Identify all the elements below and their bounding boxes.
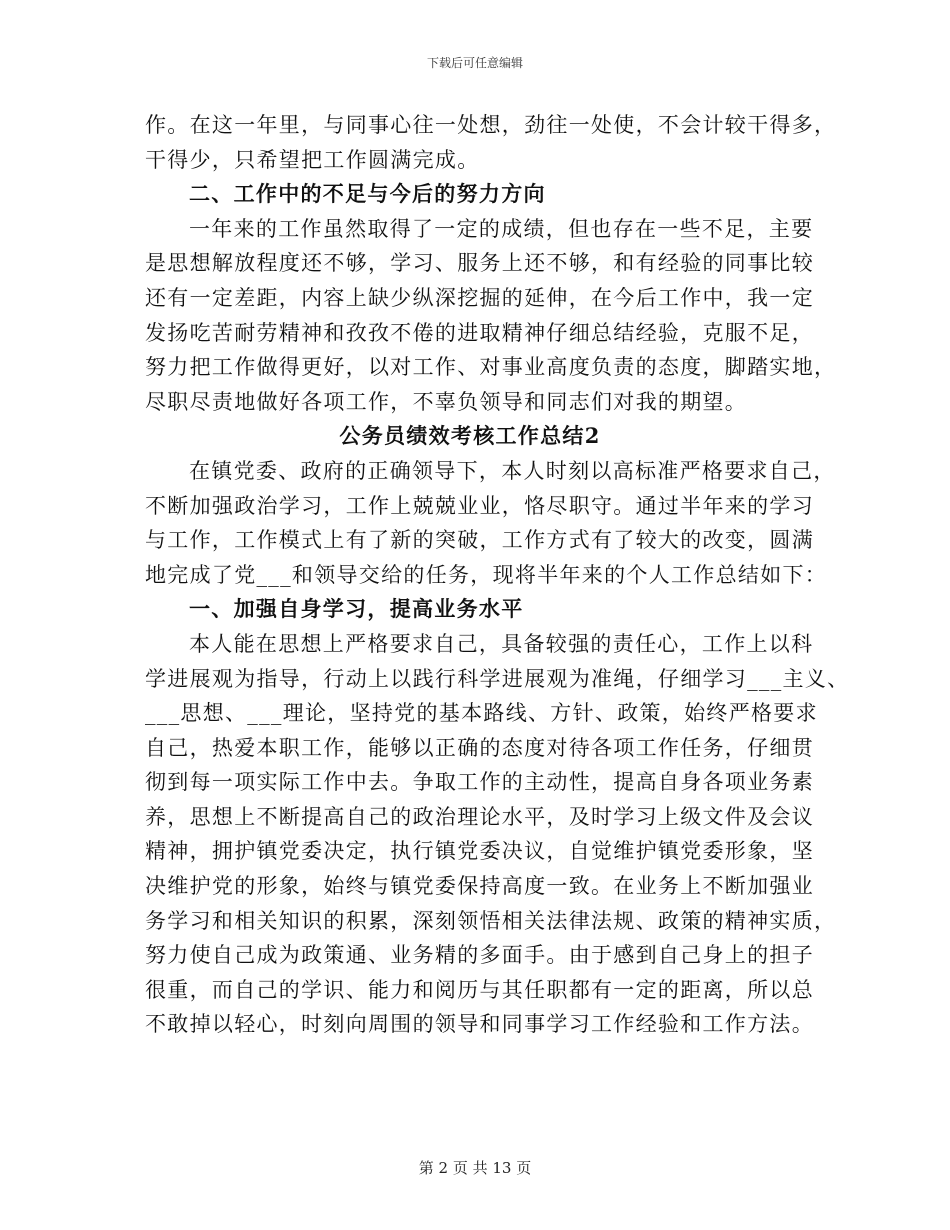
section-heading: 二、工作中的不足与今后的努力方向 <box>189 181 546 207</box>
paragraph-line: 不敢掉以轻心，时刻向周围的领导和同事学习工作经验和工作方法。 <box>145 1012 814 1037</box>
paragraph-line: 尽职尽责地做好各项工作，不辜负领导和同志们对我的期望。 <box>145 389 748 414</box>
paragraph-line: 努力把工作做得更好，以对工作、对事业高度负责的态度，脚踏实地， <box>145 355 837 380</box>
page-footer: 第 2 页 共 13 页 <box>418 1159 532 1177</box>
paragraph-line: 很重，而自己的学识、能力和阅历与其任职都有一定的距离，所以总 <box>145 977 814 1002</box>
paragraph-line: 一年来的工作虽然取得了一定的成绩，但也存在一些不足，主要 <box>189 216 814 241</box>
paragraph-line: 干得少，只希望把工作圆满完成。 <box>145 147 480 172</box>
page-header: 下载后可任意编辑 <box>426 56 523 70</box>
paragraph-line: 自己，热爱本职工作，能够以正确的态度对待各项工作任务，仔细贯 <box>145 735 814 760</box>
paragraph-line: 与工作，工作模式上有了新的突破，工作方式有了较大的改变，圆满 <box>145 528 814 553</box>
paragraph-line: 学进展观为指导，行动上以践行科学进展观为准绳，仔细学习___主义、 <box>145 666 850 691</box>
paragraph-line: 精神，拥护镇党委决定，执行镇党委决议，自觉维护镇党委形象，坚 <box>145 839 814 864</box>
paragraph-line: 作。在这一年里，与同事心往一处想，劲往一处使，不会计较干得多， <box>145 113 837 137</box>
paragraph-line: 决维护党的形象，始终与镇党委保持高度一致。在业务上不断加强业 <box>145 874 814 899</box>
paragraph-line: 地完成了党___和领导交给的任务，现将半年来的个人工作总结如下： <box>145 562 828 587</box>
document-body <box>145 108 850 1042</box>
section-heading: 一、加强自身学习，提高业务水平 <box>189 596 524 622</box>
paragraph-line: ___思想、___理论，坚持党的基本路线、方针、政策，始终严格要求 <box>145 701 818 726</box>
paragraph-line: 努力使自己成为政策通、业务精的多面手。由于感到自己身上的担子 <box>145 943 814 968</box>
paragraph-line: 还有一定差距，内容上缺少纵深挖掘的延伸，在今后工作中，我一定 <box>145 285 814 310</box>
paragraph-line: 务学习和相关知识的积累，深刻领悟相关法律法规、政策的精神实质， <box>145 908 837 933</box>
paragraph-line: 不断加强政治学习，工作上兢兢业业，恪尽职守。通过半年来的学习 <box>145 493 814 518</box>
paragraph-line: 本人能在思想上严格要求自己，具备较强的责任心，工作上以科 <box>189 631 814 656</box>
paragraph-line: 在镇党委、政府的正确领导下，本人时刻以高标准严格要求自己， <box>189 458 836 483</box>
section-title: 公务员绩效考核工作总结2 <box>339 423 601 449</box>
paragraph-line: 发扬吃苦耐劳精神和孜孜不倦的进取精神仔细总结经验，克服不足， <box>145 320 814 345</box>
paragraph-line: 是思想解放程度还不够，学习、服务上还不够，和有经验的同事比较 <box>145 251 814 276</box>
paragraph-line: 彻到每一项实际工作中去。争取工作的主动性，提高自身各项业务素 <box>145 770 814 795</box>
paragraph-line: 养，思想上不断提高自己的政治理论水平，及时学习上级文件及会议 <box>145 804 814 829</box>
